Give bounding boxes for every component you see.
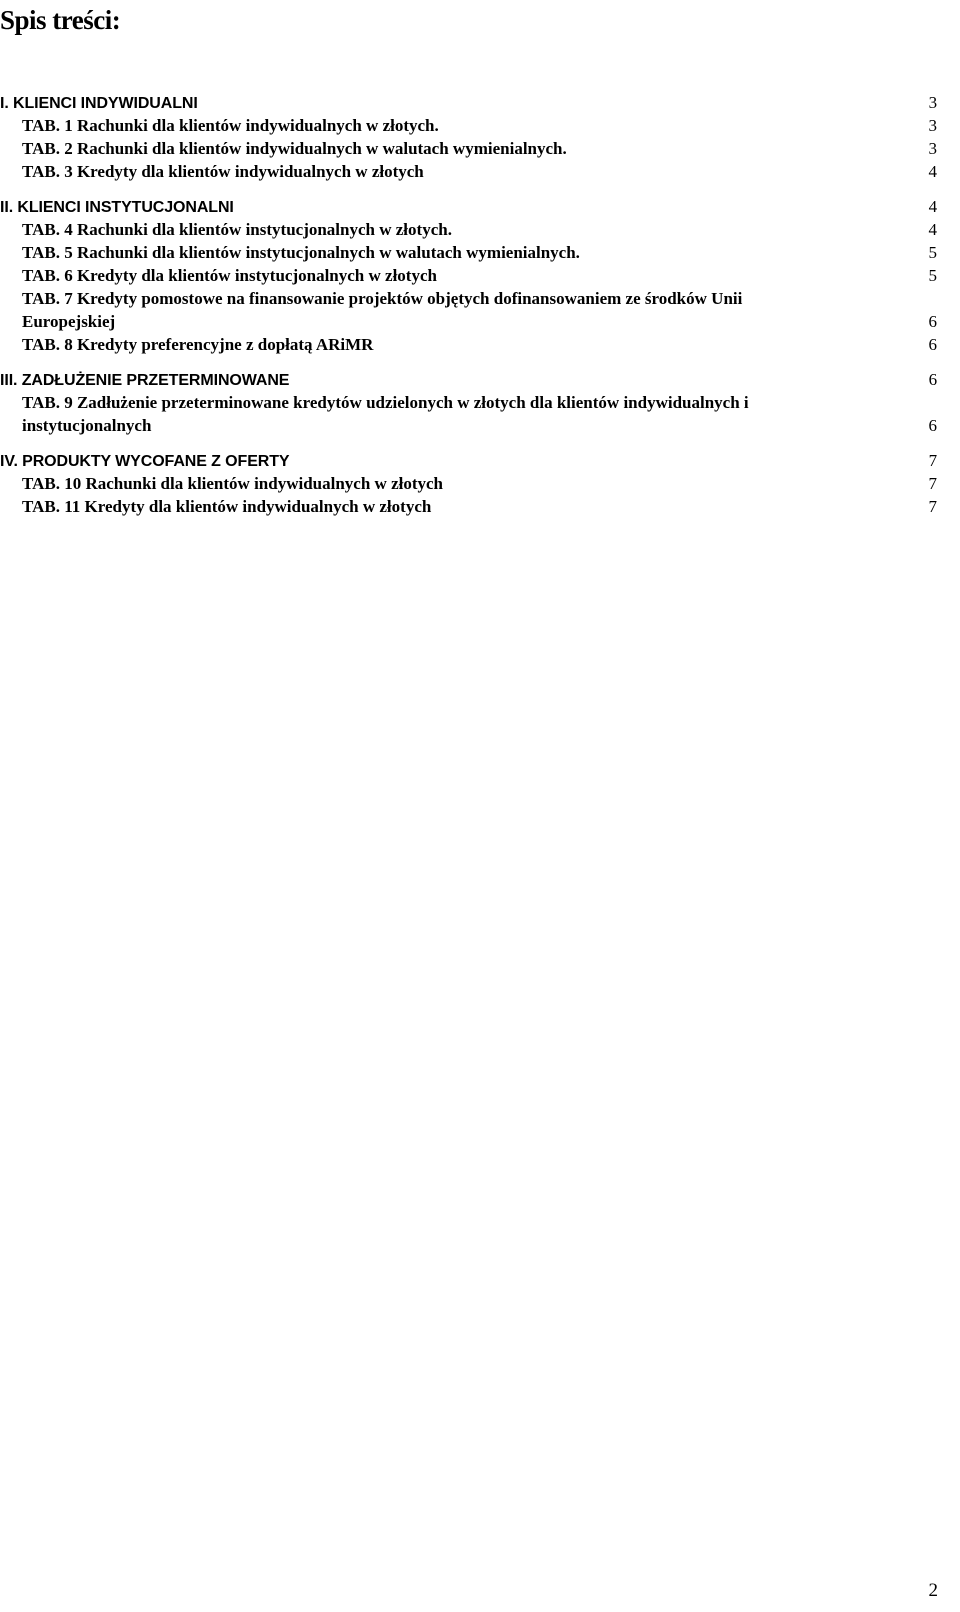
toc-tab-3[interactable] <box>0 160 937 183</box>
toc-section-iv[interactable] <box>0 449 937 472</box>
toc-tab-1[interactable] <box>0 114 937 137</box>
toc-tab-8[interactable] <box>0 333 937 356</box>
toc-page-number: 7 <box>928 451 937 470</box>
page-number: 2 <box>928 1580 938 1601</box>
toc-entry-label: TAB. 7 Kredyty pomostowe na finansowanie projektów objętych dofinansowaniem ze środków Unii <box>22 289 743 308</box>
toc-page-number: 7 <box>928 474 937 493</box>
toc-tab-5[interactable] <box>0 241 937 264</box>
toc-entry-label: TAB. 9 Zadłużenie przeterminowane kredytów udzielonych w złotych dla klientów indywidualnych i <box>22 393 749 412</box>
toc-page-number: 5 <box>928 266 937 285</box>
toc-entry-label: TAB. 11 Kredyty dla klientów indywidualnych w złotych <box>22 497 432 516</box>
toc-page-number: 3 <box>928 116 937 135</box>
toc-entry-label: IV. PRODUKTY WYCOFANE Z OFERTY <box>0 453 290 470</box>
toc-page-number: 6 <box>928 416 937 435</box>
toc-tab-2[interactable] <box>0 137 937 160</box>
toc-entry-label-continued: instytucjonalnych <box>22 416 152 435</box>
toc-entry-label: III. ZADŁUŻENIE PRZETERMINOWANE <box>0 372 290 389</box>
toc-entry-label-continued: Europejskiej <box>22 312 116 331</box>
toc-tab-10[interactable] <box>0 472 937 495</box>
toc-page-number: 4 <box>928 197 937 216</box>
toc-tab-7[interactable] <box>0 287 937 333</box>
toc-tab-11[interactable] <box>0 495 937 518</box>
toc-entry-label: TAB. 1 Rachunki dla klientów indywidualnych w złotych. <box>22 116 439 135</box>
toc-page-number: 6 <box>928 312 937 331</box>
table-of-contents <box>0 91 937 518</box>
toc-page-number: 6 <box>928 335 937 354</box>
toc-entry-label: TAB. 4 Rachunki dla klientów instytucjonalnych w złotych. <box>22 220 452 239</box>
toc-entry-label: TAB. 3 Kredyty dla klientów indywidualnych w złotych <box>22 162 424 181</box>
toc-page-number: 6 <box>928 370 937 389</box>
toc-section-i[interactable] <box>0 91 937 114</box>
toc-page-number: 3 <box>928 139 937 158</box>
toc-section-ii[interactable] <box>0 195 937 218</box>
page-title: Spis treści: <box>0 5 121 35</box>
toc-page-number: 5 <box>928 243 937 262</box>
toc-entry-label: TAB. 6 Kredyty dla klientów instytucjonalnych w złotych <box>22 266 437 285</box>
toc-page-number: 7 <box>928 497 937 516</box>
toc-section-iii[interactable] <box>0 368 937 391</box>
toc-page-number: 3 <box>928 93 937 112</box>
toc-entry-label: TAB. 5 Rachunki dla klientów instytucjonalnych w walutach wymienialnych. <box>22 243 580 262</box>
toc-entry-label: TAB. 2 Rachunki dla klientów indywidualnych w walutach wymienialnych. <box>22 139 567 158</box>
toc-page-number: 4 <box>928 162 937 181</box>
toc-entry-label: TAB. 10 Rachunki dla klientów indywidualnych w złotych <box>22 474 443 493</box>
toc-tab-9[interactable] <box>0 391 937 437</box>
toc-entry-label: TAB. 8 Kredyty preferencyjne z dopłatą ARiMR <box>22 335 374 354</box>
toc-page-number: 4 <box>928 220 937 239</box>
toc-entry-label: I. KLIENCI INDYWIDUALNI <box>0 95 198 112</box>
toc-entry-label: II. KLIENCI INSTYTUCJONALNI <box>0 199 234 216</box>
toc-tab-4[interactable] <box>0 218 937 241</box>
toc-tab-6[interactable] <box>0 264 937 287</box>
